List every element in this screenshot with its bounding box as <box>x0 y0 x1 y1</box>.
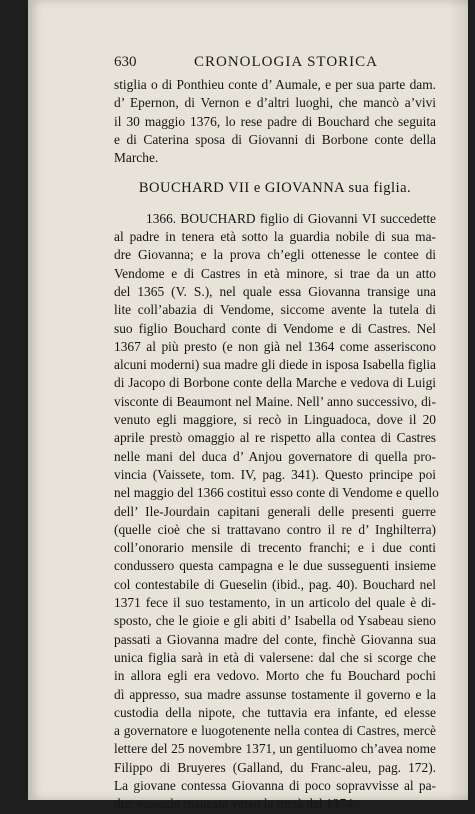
text-line: a governatore e luogotenente nella contea di Castres, mercè <box>114 723 436 739</box>
text-line: passati a Giovanna madre del conte, finchè Giovanna sua <box>114 631 436 647</box>
paragraph-main <box>114 210 439 814</box>
text-line: il 30 maggio 1376, lo rese padre di Bouchard che seguita <box>114 113 436 129</box>
text-line: col contestabile di Gueselin (ibid., pag. 40). Bouchard nel <box>114 576 436 592</box>
text-line: unica figlia sarà in età di valersene: dal che si scorge che <box>114 649 436 665</box>
text-line: Vendome e di Castres in età minore, si trae da un atto <box>114 265 436 281</box>
text-line: 1366. BOUCHARD figlio di Giovanni VI succedette <box>146 210 436 226</box>
text-line: stiglia o di Ponthieu conte d’ Aumale, e per sua parte dam. <box>114 77 436 92</box>
text-line: 1367 al più presto (e non già nel 1364 come asseriscono <box>114 338 436 354</box>
text-line: suo figlio Bouchard conte di Vendome e di Castres. Nel <box>114 320 436 336</box>
running-title: CRONOLOGIA STORICA <box>194 54 378 70</box>
page-shadow <box>448 0 468 800</box>
text-line: del 1365 (V. S.), nel quale essa Giovanna transige una <box>114 283 436 299</box>
text-line: sposto, che le gioie e gli abiti d’ Isabella od Ysabeau sieno <box>114 613 436 629</box>
text-line: d’ Epernon, di Vernon e d’altri luoghi, che mancò a’vivi <box>114 95 436 111</box>
text-line: La giovane contessa Giovanna di poco sopravvisse al pa- <box>114 777 436 793</box>
text-line: dell’ Ile-Jourdain capitani generali delle presenti guerre <box>114 503 436 519</box>
text-line: in allora egli era vedovo. Morto che fu Bouchard pochi <box>114 668 436 684</box>
text-line: al padre in tenera età sotto la guardia nobile di sua ma- <box>114 229 436 245</box>
text-line: aprile prestò omaggio al re rispetto alla contea di Castres <box>114 430 436 446</box>
text-line: dre Giovanna; e la prova ch’egli ottenesse le contee di <box>114 247 436 263</box>
text-line: venuto egli maggiore, si recò in Linguadoca, dove il 20 <box>114 412 436 428</box>
text-line: vincia (Vaissete, tom. IV, pag. 341). Questo principe poi <box>114 466 436 482</box>
text-line: visconte di Beaumont nel Maine. Nell’ anno successivo, di- <box>114 393 436 409</box>
text-line: lite coll’abazia di Vendome, siccome avente la tutela di <box>114 302 436 318</box>
text-line: custodia della nipote, che tuttavia era infante, ed elesse <box>114 704 436 720</box>
text-line: di Jacopo di Borbone conte della Marche e vedova di Luigi <box>114 375 436 391</box>
text-line: alcuni moderni) sua madre gli diede in isposa Isabella figlia <box>114 357 436 373</box>
text-line: dre, essendo mancata verso la metà del 1374. <box>114 796 357 812</box>
running-head <box>114 54 430 74</box>
text-line: nel maggio del 1366 costituì esso conte di Vendome e quello <box>114 485 439 501</box>
body-text <box>114 76 439 814</box>
text-line: Marche. <box>114 150 159 166</box>
text-line: dì appresso, sua madre assunse tostamente il governo e la <box>114 686 436 702</box>
paragraph-continuation <box>114 76 436 167</box>
page-number: 630 <box>114 54 137 70</box>
text-line: e di Caterina sposa di Giovanni di Borbone conte della <box>114 131 436 147</box>
text-line: (quelle cioè che si trattavano contro il re d’ Inghilterra) <box>114 521 436 537</box>
text-line: coll’onorario mensile di trecento franchi; e i due conti <box>114 540 436 556</box>
text-line: Filippo di Bruyeres (Galland, du Franc-aleu, pag. 172). <box>114 759 436 775</box>
text-line: 1371 fece il suo testamento, in un articolo del quale è di- <box>114 595 436 611</box>
text-line: nelle mani del duca d’ Anjou governatore di quella pro- <box>114 448 436 464</box>
section-heading: BOUCHARD VII e GIOVANNA sua figlia. <box>138 180 412 197</box>
book-page <box>28 0 468 812</box>
text-line: condussero questa campagna e le due susseguenti insieme <box>114 558 436 574</box>
text-line: lettere del 25 novembre 1371, un gentiluomo ch’avea nome <box>114 741 436 757</box>
